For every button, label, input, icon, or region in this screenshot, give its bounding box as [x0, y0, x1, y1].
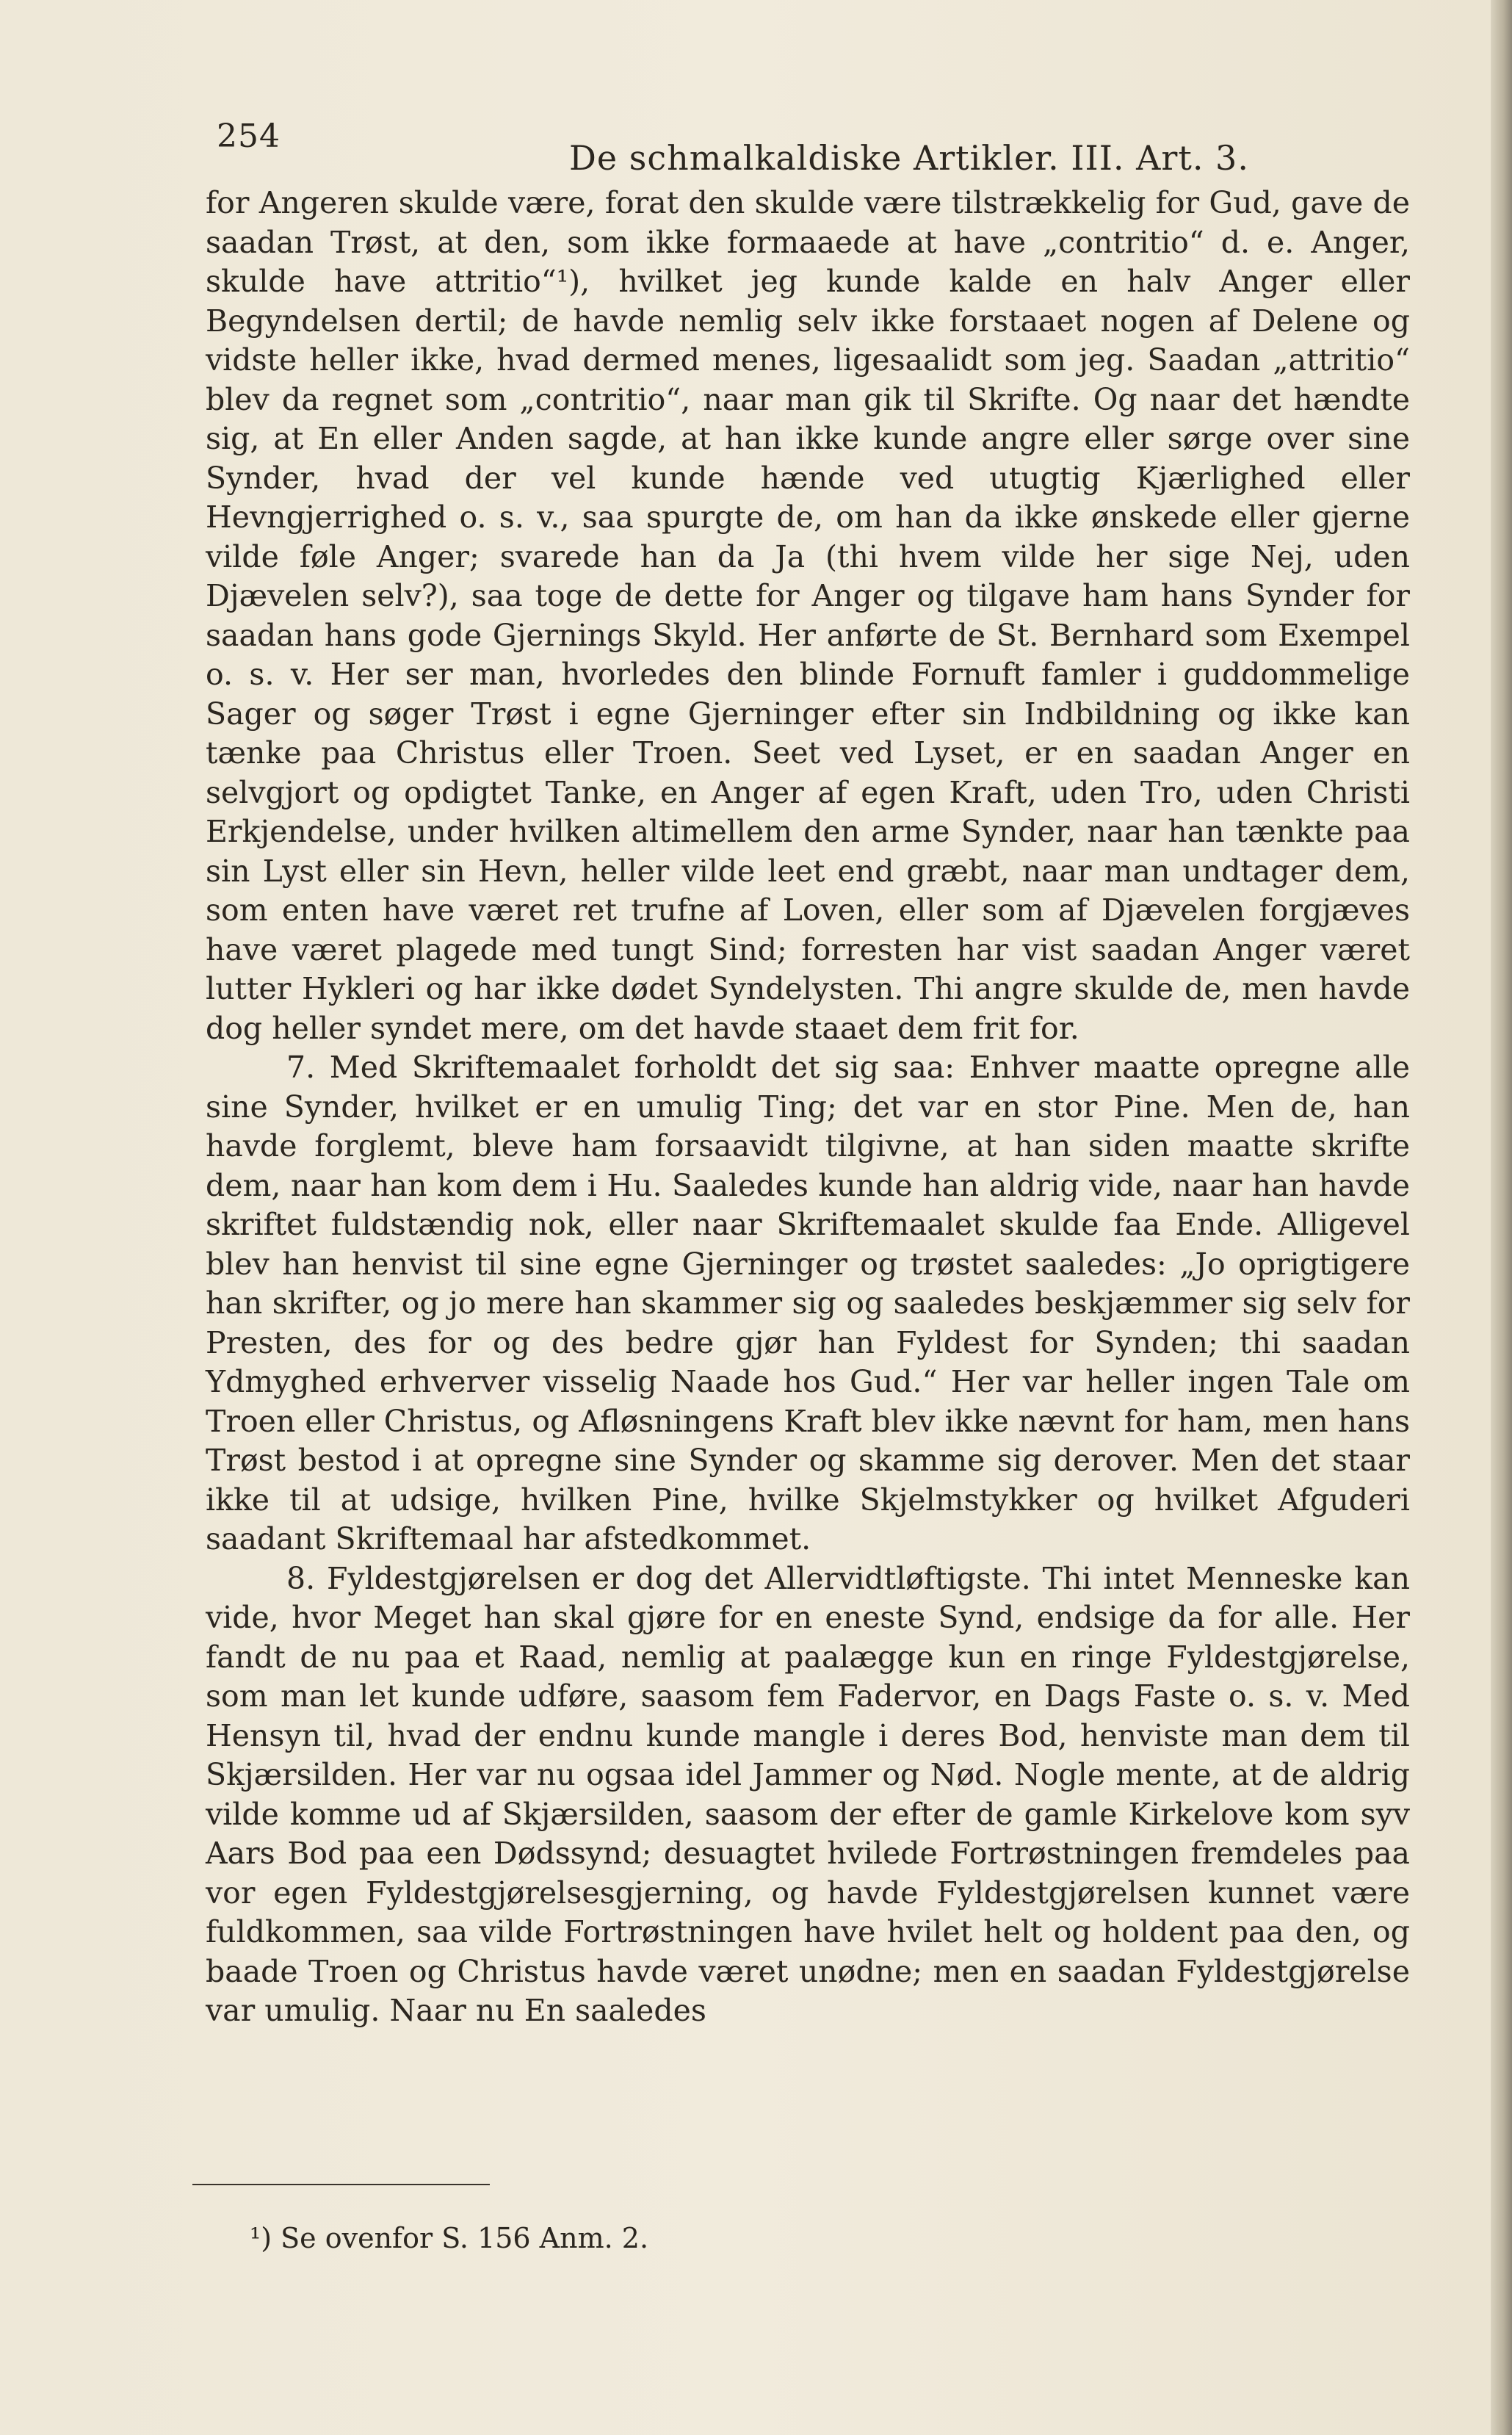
- paragraph-continued: for Angeren skulde være, forat den skulde være tilstrækkelig for Gud, gave de saadan Trøst, at den, som ikke formaaede at have „contritio“ d. e. Anger, skulde have attritio“¹), hvilket jeg kunde kalde en halv Anger eller Begyndelsen dertil; de havde nemlig selv ikke forstaaet nogen af Delene og vidste heller ikke, hvad dermed menes, ligesaalidt som jeg. Saadan „attritio“ blev da regnet som „contritio“, naar man gik til Skrifte. Og naar det hændte sig, at En eller Anden sagde, at han ikke kunde angre eller sørge over sine Synder, hvad der vel kunde hænde ved utugtig Kjærlighed eller Hevngjerrighed o. s. v., saa spurgte de, om han da ikke ønskede eller gjerne vilde føle Anger; svarede han da Ja (thi hvem vilde her sige Nej, uden Djævelen selv?), saa toge de dette for Anger og tilgave ham hans Synder for saadan hans gode Gjernings Skyld. Her anførte de St. Bernhard som Exempel o. s. v. Her ser man, hvorledes den blinde Fornuft famler i guddommelige Sager og søger Trøst i egne Gjerninger efter sin Indbildning og ikke kan tænke paa Christus eller Troen. Seet ved Lyset, er en saadan Anger en selvgjort og opdigtet Tanke, en Anger af egen Kraft, uden Tro, uden Christi Erkjendelse, under hvilken altimellem den arme Synder, naar han tænkte paa sin Lyst eller sin Hevn, heller vilde leet end græbt, naar man undtager dem, som enten have været ret trufne af Loven, eller som af Djævelen forgjæves have været plagede med tungt Sind; forresten har vist saadan Anger været lutter Hykleri og har ikke dødet Syndelysten. Thi angre skulde de, men havde dog heller syndet mere, om det havde staaet dem frit for.: [206, 185, 1410, 1046]
- footnote-divider: [192, 2184, 490, 2185]
- page-edge: [1491, 0, 1512, 2435]
- footnote: ¹) Se ovenfor S. 156 Anm. 2.: [250, 2222, 649, 2254]
- running-title: De schmalkaldiske Artikler. III. Art. 3.: [569, 138, 1249, 178]
- page-header: [217, 118, 1414, 176]
- paragraph-7: 7. Med Skriftemaalet forholdt det sig saa: Enhver maatte opregne alle sine Synder, hvilket er en umulig Ting; det var en stor Pine. Men de, han havde forglemt, bleve ham forsaavidt tilgivne, at han siden maatte skrifte dem, naar han kom dem i Hu. Saaledes kunde han aldrig vide, naar han havde skriftet fuldstændig nok, eller naar Skriftemaalet skulde faa Ende. Alligevel blev han henvist til sine egne Gjerninger og trøstet saaledes: „Jo oprigtigere han skrifter, og jo mere han skammer sig og saaledes beskjæmmer sig selv for Presten, des for og des bedre gjør han Fyldest for Synden; thi saadan Ydmyghed erhverver visselig Naade hos Gud.“ Her var heller ingen Tale om Troen eller Christus, og Afløsningens Kraft blev ikke nævnt for ham, men hans Trøst bestod i at opregne sine Synder og skamme sig derover. Men det staar ikke til at udsige, hvilken Pine, hvilke Skjelmstykker og hvilket Afguderi saadant Skriftemaal har afstedkommet.: [206, 1050, 1410, 1556]
- paragraph-8: 8. Fyldestgjørelsen er dog det Allervidtløftigste. Thi intet Menneske kan vide, hvor Meget han skal gjøre for en eneste Synd, endsige da for alle. Her fandt de nu paa et Raad, nemlig at paalægge kun en ringe Fyldestgjørelse, som man let kunde udføre, saasom fem Fadervor, en Dags Faste o. s. v. Med Hensyn til, hvad der endnu kunde mangle i deres Bod, henviste man dem til Skjærsilden. Her var nu ogsaa idel Jammer og Nød. Nogle mente, at de aldrig vilde komme ud af Skjærsilden, saasom der efter de gamle Kirkelove kom syv Aars Bod paa een Dødssynd; desuagtet hvilede Fortrøstningen fremdeles paa vor egen Fyldestgjørelsesgjerning, og havde Fyldestgjørelsen kunnet være fuldkommen, saa vilde Fortrøstningen have hvilet helt og holdent paa den, og baade Troen og Christus havde været unødne; men en saadan Fyldestgjørelse var umulig. Naar nu En saaledes: [206, 1560, 1410, 2028]
- page-number: 254: [217, 118, 281, 155]
- main-text: [206, 184, 1410, 2031]
